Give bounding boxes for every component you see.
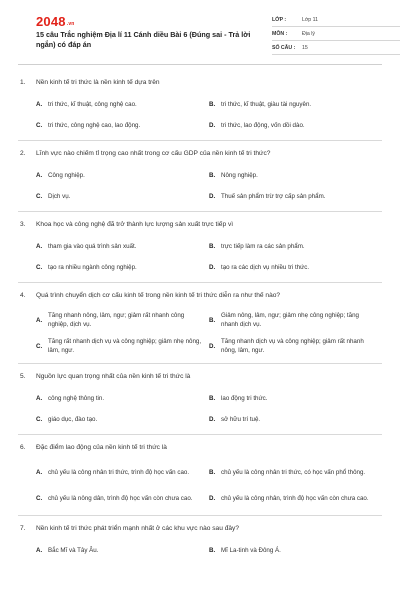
option-letter: B. bbox=[209, 468, 216, 476]
option-text: Công nghiệp. bbox=[48, 172, 85, 179]
meta-value: Lớp 11 bbox=[302, 16, 318, 23]
option-letter: C. bbox=[36, 193, 43, 200]
meta-label: MÔN : bbox=[272, 30, 288, 37]
option-a[interactable] bbox=[36, 165, 209, 186]
question-number: 3. bbox=[20, 221, 26, 228]
option-text: lao động tri thức. bbox=[221, 395, 268, 402]
option-b[interactable] bbox=[209, 540, 382, 561]
logo-text: 2048 bbox=[36, 14, 66, 29]
header bbox=[18, 0, 382, 58]
question-list bbox=[0, 70, 400, 565]
meta-value: Địa lý bbox=[302, 30, 315, 37]
meta-label: LỚP : bbox=[272, 16, 287, 23]
question-3 bbox=[18, 212, 382, 283]
option-letter: C. bbox=[36, 416, 43, 423]
option-text: giáo dục, đào tạo. bbox=[48, 416, 98, 423]
option-b[interactable] bbox=[209, 94, 382, 115]
option-b[interactable] bbox=[209, 459, 382, 485]
header-divider bbox=[18, 64, 382, 65]
question-6 bbox=[18, 435, 382, 516]
question-text: Nền kinh tế tri thức là nền kinh tế dựa trên bbox=[36, 79, 160, 86]
option-text: tri thức, công nghệ cao, lao động. bbox=[48, 122, 141, 129]
option-letter: C. bbox=[36, 494, 43, 502]
option-letter: C. bbox=[36, 264, 43, 271]
meta-value: 15 bbox=[302, 44, 308, 51]
question-number: 7. bbox=[20, 525, 26, 532]
question-7 bbox=[18, 516, 382, 565]
question-number: 6. bbox=[20, 444, 26, 451]
option-b[interactable] bbox=[209, 236, 382, 257]
meta-row-subject bbox=[272, 27, 400, 41]
option-letter: B. bbox=[209, 316, 216, 324]
question-1 bbox=[18, 70, 382, 141]
option-text: Tăng nhanh dịch vụ và công nghiệp; giảm rất nhanh nông, lâm, ngư. bbox=[221, 338, 364, 354]
option-letter: A. bbox=[36, 316, 43, 324]
option-letter: D. bbox=[209, 193, 216, 200]
option-letter: B. bbox=[209, 101, 216, 108]
option-letter: C. bbox=[36, 342, 43, 350]
question-text: Lĩnh vực nào chiếm tỉ trọng cao nhất trong cơ cấu GDP của nền kinh tế tri thức? bbox=[36, 150, 271, 157]
option-letter: D. bbox=[209, 122, 216, 129]
option-d[interactable] bbox=[209, 115, 382, 136]
option-letter: C. bbox=[36, 122, 43, 129]
option-letter: D. bbox=[209, 264, 216, 271]
option-text: Dịch vụ. bbox=[48, 193, 71, 200]
question-2 bbox=[18, 141, 382, 212]
option-text: Nông nghiệp. bbox=[221, 172, 258, 179]
option-letter: A. bbox=[36, 468, 43, 476]
option-a[interactable] bbox=[36, 307, 209, 333]
option-d[interactable] bbox=[209, 409, 382, 430]
question-text: Đặc điểm lao động của nền kinh tế tri thức là bbox=[36, 444, 167, 451]
option-letter: D. bbox=[209, 494, 216, 502]
option-text: Giảm nông, lâm, ngư; giảm nhẹ công nghiệp; tăng nhanh dịch vụ. bbox=[221, 312, 359, 328]
option-d[interactable] bbox=[209, 333, 382, 359]
question-number: 2. bbox=[20, 150, 26, 157]
option-c[interactable] bbox=[36, 257, 209, 278]
option-letter: A. bbox=[36, 395, 43, 402]
option-letter: D. bbox=[209, 416, 216, 423]
option-c[interactable] bbox=[36, 409, 209, 430]
option-b[interactable] bbox=[209, 388, 382, 409]
option-text: tri thức, kĩ thuật, công nghệ cao. bbox=[48, 101, 137, 108]
option-text: trực tiếp làm ra các sản phẩm. bbox=[221, 243, 305, 250]
meta-info bbox=[272, 13, 400, 55]
option-c[interactable] bbox=[36, 186, 209, 207]
option-text: sở hữu trí tuệ. bbox=[221, 416, 261, 423]
option-c[interactable] bbox=[36, 115, 209, 136]
option-text: Mĩ La-tinh và Đông Á. bbox=[221, 547, 281, 554]
meta-label: SỐ CÂU : bbox=[272, 44, 296, 51]
option-letter: B. bbox=[209, 243, 216, 250]
option-text: chủ yếu là công nhân tri thức, trình độ học vấn cao. bbox=[48, 468, 190, 476]
site-logo[interactable] bbox=[36, 14, 75, 29]
option-text: Bắc Mĩ và Tây Âu. bbox=[48, 547, 99, 554]
option-letter: A. bbox=[36, 172, 43, 179]
option-text: tạo ra các dịch vụ nhiều tri thức. bbox=[221, 264, 310, 271]
option-text: tạo ra nhiều ngành công nghiệp. bbox=[48, 264, 137, 271]
option-text: chủ yếu là công nhân, trình độ học vấn còn chưa cao. bbox=[221, 494, 369, 502]
option-letter: A. bbox=[36, 101, 43, 108]
option-letter: A. bbox=[36, 547, 43, 554]
option-a[interactable] bbox=[36, 94, 209, 115]
question-number: 4. bbox=[20, 292, 26, 299]
option-c[interactable] bbox=[36, 333, 209, 359]
question-4 bbox=[18, 283, 382, 364]
option-letter: A. bbox=[36, 243, 43, 250]
option-d[interactable] bbox=[209, 485, 382, 511]
option-letter: B. bbox=[209, 395, 216, 402]
page-title: 15 câu Trắc nghiệm Địa lí 11 Cánh diều Bài 6 (Đúng sai - Trả lời ngắn) có đáp án bbox=[36, 30, 251, 49]
option-text: tri thức, lao động, vốn dồi dào. bbox=[221, 122, 305, 129]
question-number: 5. bbox=[20, 373, 26, 380]
option-a[interactable] bbox=[36, 459, 209, 485]
option-b[interactable] bbox=[209, 307, 382, 333]
option-a[interactable] bbox=[36, 388, 209, 409]
option-letter: B. bbox=[209, 547, 216, 554]
option-text: tri thức, kĩ thuật, giàu tài nguyên. bbox=[221, 101, 312, 108]
option-d[interactable] bbox=[209, 186, 382, 207]
option-c[interactable] bbox=[36, 485, 209, 511]
option-text: chủ yếu là công nhân tri thức, có học vấn phổ thông. bbox=[221, 468, 366, 476]
meta-row-question-count bbox=[272, 41, 400, 55]
question-5 bbox=[18, 364, 382, 435]
option-letter: D. bbox=[209, 342, 216, 350]
option-text: tham gia vào quá trình sản xuất. bbox=[48, 243, 137, 250]
question-text: Khoa học và công nghệ đã trở thành lực lượng sản xuất trực tiếp vì bbox=[36, 221, 234, 228]
option-text: Tăng nhanh nông, lâm, ngư; giảm rất nhanh công nghiệp, dịch vụ. bbox=[48, 312, 185, 328]
option-text: Thuế sản phẩm trừ trợ cấp sản phẩm. bbox=[221, 193, 326, 200]
option-letter: B. bbox=[209, 172, 216, 179]
option-a[interactable] bbox=[36, 236, 209, 257]
question-text: Nguồn lực quan trọng nhất của nền kinh tế tri thức là bbox=[36, 373, 191, 380]
option-text: chủ yếu là nông dân, trình độ học vấn còn chưa cao. bbox=[48, 494, 193, 502]
option-a[interactable] bbox=[36, 540, 209, 561]
option-d[interactable] bbox=[209, 257, 382, 278]
option-text: Tăng rất nhanh dịch vụ và công nghiệp; giảm nhẹ nông, lâm, ngư. bbox=[48, 338, 202, 354]
meta-row-grade bbox=[272, 13, 400, 27]
option-b[interactable] bbox=[209, 165, 382, 186]
option-text: công nghệ thông tin. bbox=[48, 395, 105, 402]
question-number: 1. bbox=[20, 79, 26, 86]
logo-suffix: .vn bbox=[66, 21, 75, 27]
question-text: Quá trình chuyển dịch cơ cấu kinh tế trong nền kinh tế tri thức diễn ra như thế nào? bbox=[36, 292, 281, 299]
question-text: Nền kinh tế tri thức phát triển mạnh nhất ở các khu vực nào sau đây? bbox=[36, 525, 240, 532]
